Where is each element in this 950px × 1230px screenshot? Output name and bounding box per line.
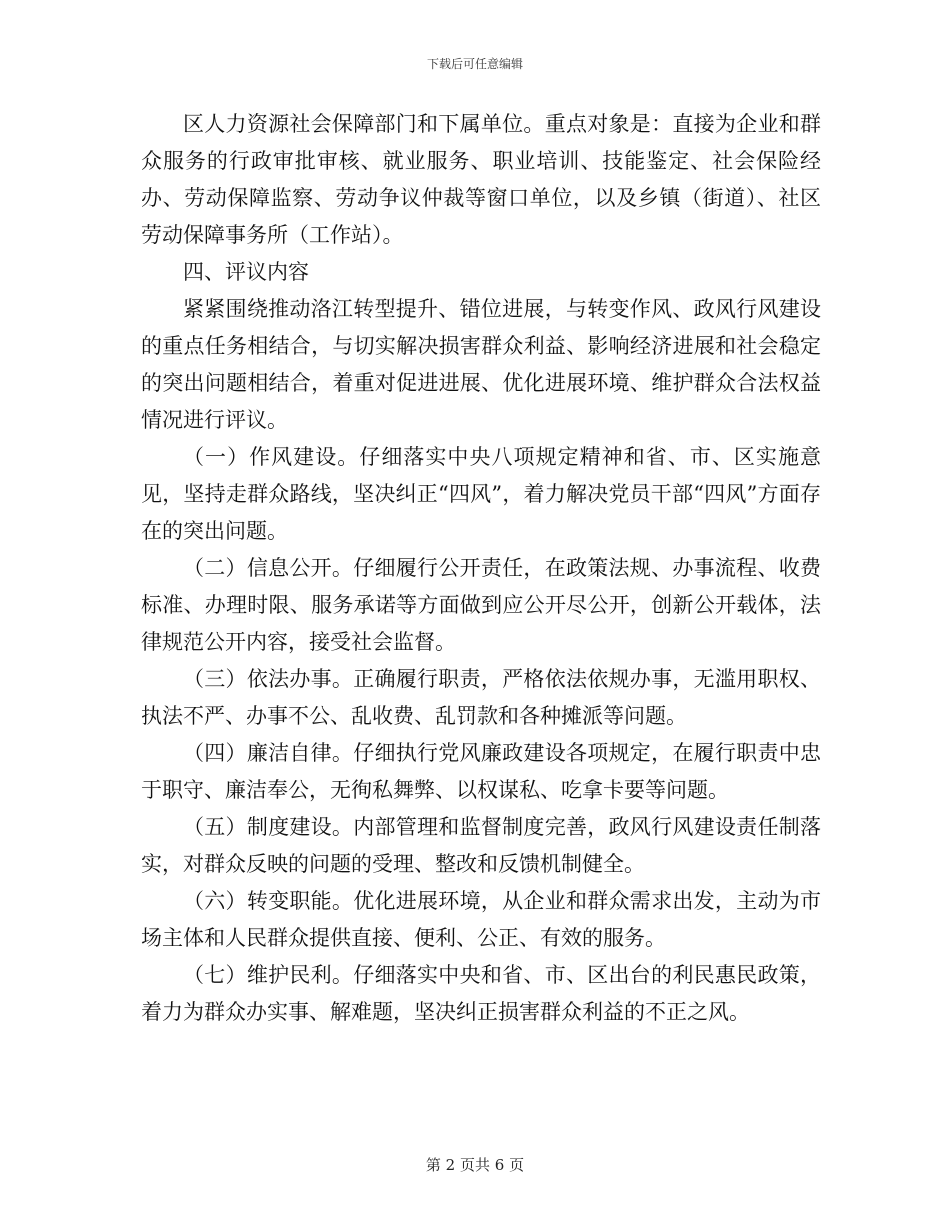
paragraph-item-5: （五）制度建设。内部管理和监督制度完善，政风行风建设责任制落实，对群众反映的问题的受理、整改和反馈机制健全。 <box>141 815 821 876</box>
paragraph-item-3: （三）依法办事。正确履行职责，严格依法依规办事，无滥用职权、执法不严、办事不公、乱收费、乱罚款和各种摊派等问题。 <box>141 667 821 728</box>
page-header-note: 下载后可任意编辑 <box>426 57 523 71</box>
paragraph-item-6: （六）转变职能。优化进展环境，从企业和群众需求出发，主动为市场主体和人民群众提供直接、便利、公正、有效的服务。 <box>141 889 821 950</box>
paragraph-item-7: （七）维护民利。仔细落实中央和省、市、区出台的利民惠民政策，着力为群众办实事、解难题，坚决纠正损害群众利益的不正之风。 <box>141 963 821 1024</box>
paragraph-item-1: （一）作风建设。仔细落实中央八项规定精神和省、市、区实施意见，坚持走群众路线，坚决纠正“四风”，着力解决党员干部“四风”方面存在的突出问题。 <box>141 445 821 543</box>
section-heading-evaluation-content: 四、评议内容 <box>183 260 309 284</box>
paragraph-item-2: （二）信息公开。仔细履行公开责任，在政策法规、办事流程、收费标准、办理时限、服务承诺等方面做到应公开尽公开，创新公开载体，法律规范公开内容，接受社会监督。 <box>141 556 821 654</box>
paragraph-scope-units: 区人力资源社会保障部门和下属单位。重点对象是：直接为企业和群众服务的行政审批审核、就业服务、职业培训、技能鉴定、社会保险经办、劳动保障监察、劳动争议仲裁等窗口单位，以及乡镇（街道）、社区劳动保障事务所（工作站）。 <box>141 112 821 247</box>
page-number-footer: 第 2 页共 6 页 <box>425 1156 525 1174</box>
paragraph-item-4: （四）廉洁自律。仔细执行党风廉政建设各项规定，在履行职责中忠于职守、廉洁奉公，无徇私舞弊、以权谋私、吃拿卡要等问题。 <box>141 741 821 802</box>
paragraph-evaluation-overview: 紧紧围绕推动洛江转型提升、错位进展，与转变作风、政风行风建设的重点任务相结合，与切实解决损害群众利益、影响经济进展和社会稳定的突出问题相结合，着重对促进进展、优化进展环境、维护群众合法权益情况进行评议。 <box>141 297 821 432</box>
document-body <box>141 106 821 1031</box>
